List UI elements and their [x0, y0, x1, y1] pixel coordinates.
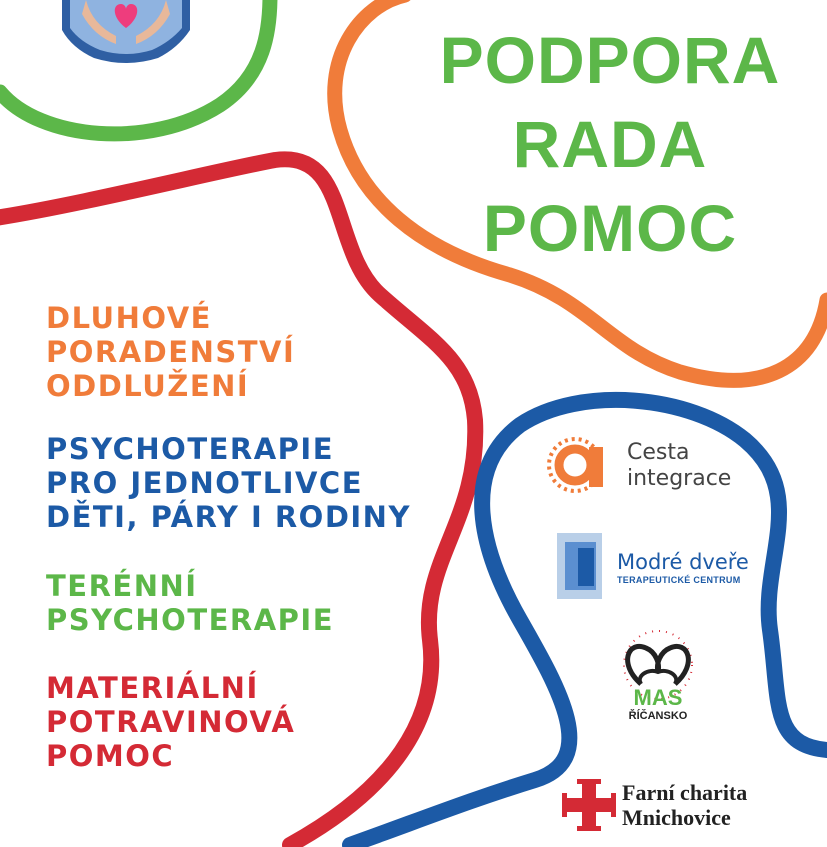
- service-line: DLUHOVÉ: [46, 301, 212, 335]
- modre-dvere-name: Modré dveře: [617, 550, 749, 574]
- headline: [400, 18, 820, 270]
- service-line: MATERIÁLNÍ: [46, 671, 259, 705]
- cesta-integrace-icon: [549, 439, 603, 491]
- charita-logo-line: Farní charita: [622, 780, 748, 805]
- service-line: PORADENSTVÍ: [46, 335, 296, 369]
- service-line: PSYCHOTERAPIE: [46, 603, 335, 637]
- service-line: ODDLUŽENÍ: [46, 369, 250, 403]
- service-psychotherapy: [46, 432, 411, 534]
- charita-logo-line: Mnichovice: [622, 805, 731, 830]
- headline-line: POMOC: [482, 191, 738, 265]
- cesta-logo-line: integrace: [627, 466, 732, 491]
- heart-hands-emblem: [62, 0, 190, 63]
- service-line: PRO JEDNOTLIVCE: [46, 466, 364, 500]
- service-field-psychotherapy: [46, 569, 334, 637]
- headline-line: RADA: [512, 107, 708, 181]
- service-line: PSYCHOTERAPIE: [46, 432, 335, 466]
- headline-line: PODPORA: [439, 23, 781, 97]
- service-line: TERÉNNÍ: [46, 569, 198, 603]
- service-debt-counselling: [46, 301, 295, 403]
- mas-logo: [623, 687, 693, 723]
- service-line: DĚTI, PÁRY I RODINY: [46, 500, 411, 534]
- mas-sub: ŘÍČANSKO: [628, 710, 688, 722]
- service-material-aid: [46, 671, 295, 773]
- cesta-integrace-logo: [627, 440, 731, 492]
- cesta-logo-line: Cesta: [627, 440, 690, 465]
- service-line: POTRAVINOVÁ: [46, 705, 296, 739]
- modre-dvere-icon: [557, 533, 602, 599]
- service-line: POMOC: [46, 739, 175, 773]
- farni-charita-logo: [622, 780, 747, 830]
- modre-dvere-sub: TERAPEUTICKÉ CENTRUM: [617, 575, 741, 585]
- mas-name: MAS: [633, 685, 683, 710]
- modre-dvere-logo: [617, 550, 749, 586]
- charita-cross-icon: [562, 779, 616, 831]
